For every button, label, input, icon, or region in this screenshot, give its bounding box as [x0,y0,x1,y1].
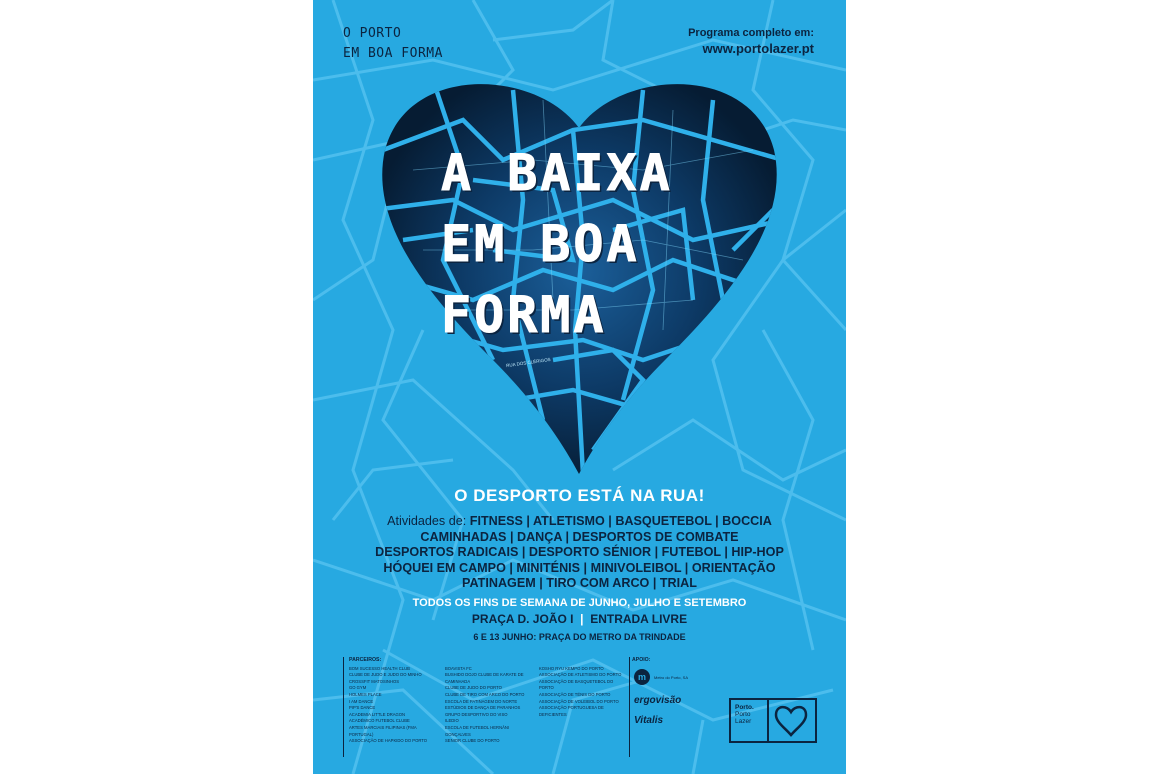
partner-item: GO GYM [349,685,367,691]
tagline: O DESPORTO ESTÁ NA RUA! [454,486,705,505]
partners-column-2 [445,666,535,745]
corner-left-line1: O PORTO [343,26,402,41]
partners-title: PARCEIROS: [349,657,382,663]
support-section [632,657,689,726]
headline-line3: FORMA [441,286,607,344]
support-title: APOIO: [632,657,651,663]
headline-line1: A BAIXA [441,144,673,202]
partner-item: ESTÚDIOS DE DANÇA DE PARANHOS [445,705,521,711]
partner-item: SENIOR CLUBE DO PORTO [445,738,500,744]
activities-line4: HÓQUEI EM CAMPO | MINITÉNIS | MINIVOLEIBOL | ORIENTAÇÃO [383,560,776,575]
heart-map-graphic [313,0,846,774]
partner-item: ASSOCIAÇÃO PORTUGUESA DE DEFICIENTES [539,705,604,717]
credits-divider-left [343,657,344,757]
partner-item: ESCOLA DE FUTEBOL HERNÂNI GONÇALVES [445,724,510,737]
partner-item: CLUBE DE JUDO DO PORTO [445,685,502,691]
activities-line1: FITNESS | ATLETISMO | BASQUETEBOL | BOCCIA [469,514,772,528]
partner-item: CROSSFIT MATOSINHOS [349,678,400,684]
street-label: RUA DOS CLÉRIGOS [505,356,551,369]
program-label: Programa completo em: [688,27,814,39]
heart-logo-icon [767,700,815,741]
partner-item: BOAVISTA FC [445,665,472,671]
headline [441,138,741,351]
partner-item: PIP'S DANCE [349,705,376,711]
metro-label: Metro do Porto, SA [654,675,689,680]
partner-item: ILEDIO [445,718,459,724]
partner-item: BOM SUCESSO HEALTH CLUB [349,665,410,671]
activities-lead: Atividades de: [387,514,467,528]
event-poster [313,0,846,774]
corner-left-line2: EM BOA FORMA [343,46,443,61]
partner-item: ACADEMIA LITTLE DRAGON [349,711,406,717]
partner-item: ASSOCIAÇÃO DE HAPKIDO DO PORTO [349,738,428,744]
partners-column-3 [539,666,629,719]
partner-item: BUSHIDO DOJO CLUBE DE KARATE DE CAMINHADA [445,672,524,684]
partner-item: CLUBE DE TIRO COM ARCO DO PORTO [445,691,525,697]
partner-item: KOSHO RYU KEMPO DO PORTO [539,665,604,671]
logo-line3: Lazer [735,718,752,725]
partner-item: GRUPO DESPORTIVO DO VISO [445,711,508,717]
ergovisao-logo: ergovisão [634,695,682,706]
event-dates: TODOS OS FINS DE SEMANA DE JUNHO, JULHO E SETEMBRO [412,597,747,609]
partner-item: ARTES MARCIAIS FILIPINAS (FMA PORTUGAL) [349,724,417,737]
activities-line2: CAMINHADAS | DANÇA | DESPORTOS DE COMBATE [420,529,739,544]
venue-separator: | [580,612,584,626]
porto-lazer-logo [729,698,817,743]
program-url[interactable]: www.portolazer.pt [702,41,814,56]
vitalis-logo: Vitalis [634,715,664,726]
partner-item: I AM DANCE [349,698,374,704]
porto-lazer-text [735,704,754,725]
credits-divider-right [629,657,630,757]
activities-list [313,514,846,592]
activities-line3: DESPORTOS RADICAIS | DESPORTO SÉNIOR | FUTEBOL | HIP-HOP [375,545,784,559]
logo-line1: Porto. [735,704,754,711]
partner-item: ASSOCIAÇÃO DE TÉNIS DO PORTO [539,691,611,697]
venue-line [313,612,846,626]
partner-item: ASSOCIAÇÃO DE BASQUETEBOL DO PORTO [539,678,614,691]
partner-item: HOLMES PLACE [349,691,382,697]
partners-section [343,657,622,744]
headline-line2: EM BOA [441,215,640,273]
venue-name: PRAÇA D. JOÃO I [471,612,574,626]
partner-item: CLUBE DE JUDO E JUDO DO MINHO [349,672,422,678]
metro-logo-icon: m [634,669,650,685]
partners-column-1 [349,666,439,745]
trindade-note: 6 E 13 JUNHO: PRAÇA DO METRO DA TRINDADE [473,632,686,642]
program-link-block [688,27,814,56]
partner-item: ACADÉMICO FUTEBOL CLUBE [349,718,410,724]
partner-item: ESCOLA DE PATINAGEM DO NORTE [445,698,518,704]
entry-info: ENTRADA LIVRE [590,612,688,626]
partner-item: ASSOCIAÇÃO DE VOLEIBOL DO PORTO [539,698,619,704]
partner-item: ASSOCIAÇÃO DE ATLETISMO DO PORTO [539,672,622,678]
activities-line5: PATINAGEM | TIRO COM ARCO | TRIAL [462,576,697,590]
corner-campaign-title [343,24,443,64]
logo-line2: Porto [735,711,751,718]
